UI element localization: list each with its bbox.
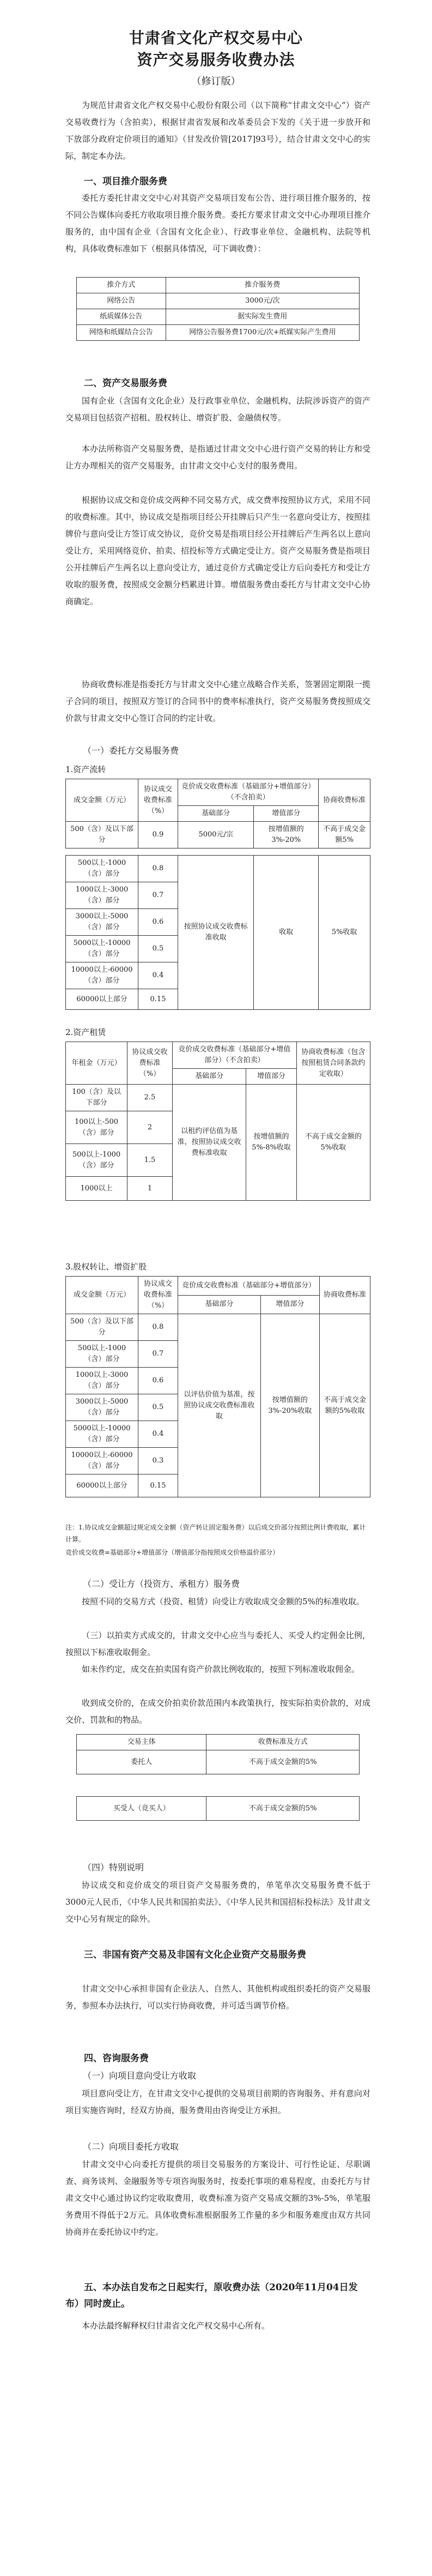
table-cell: 100（含）及以下部分 (66, 1085, 127, 1111)
table-cell: 不高于成交金额的5%收取 (296, 1085, 370, 1201)
table-header: 协议成交收费标准（%） (138, 779, 178, 822)
table-header: 收费标准及方式 (206, 1735, 360, 1750)
table-cell: 网络公告 (77, 293, 166, 309)
section3-heading: 三、非国有资产交易及非国有文化企业资产交易服务费 (84, 1949, 306, 1960)
table-cell: 纸质媒体公告 (77, 309, 166, 325)
table-cell: 1000以上-3000（含）部分 (66, 882, 138, 909)
table-header: 年租金（万元） (66, 1042, 127, 1085)
table-cell: 0.7 (138, 882, 178, 909)
table-cell: 按增值额的5%-8%收取 (246, 1085, 296, 1201)
table-cell: 5000以上-10000（含）部分 (66, 1421, 138, 1448)
section1-paragraph: 委托方委托甘肃文交中心对其资产交易项目发布公告、进行项目推介服务的，按不同公告媒体向委托方收取项目推介服务费。委托方要求甘肃文交中心办理项目推介服务的，由中国有企业（含国有文化企业）、行政事业单位、金融机构、法院等机构，具体收费标准如下（根据具体情况，可下调收费）： (65, 193, 370, 254)
table-header: 竞价成交收费标准（基础部分+增值部分）（不含拍卖） (173, 1042, 297, 1069)
table-cell: 0.5 (138, 1394, 178, 1421)
section2-item2: （二）受让方（投资方、承租方）服务费 (83, 1579, 240, 1589)
table-cell: 0.6 (138, 909, 178, 936)
table-header: 交易主体 (77, 1735, 206, 1750)
table3-caption: 3.股权转让、增资扩股 (65, 1262, 147, 1272)
table-cell: 0.15 (138, 989, 178, 1010)
table-header: 增值部分 (246, 1069, 296, 1085)
table-cell: 收取 (254, 856, 319, 1010)
table-header: 推介方式 (77, 278, 166, 293)
table-cell: 1 (127, 1177, 173, 1201)
table-header: 协商收费标准（包含按照租赁合同条款约定收取） (296, 1042, 370, 1085)
table-cell: 0.8 (138, 1314, 178, 1341)
section4-paragraph-1: 项目意向受让方，在甘肃文交中心提供的交易项目前期的咨询服务、并有意向对项目实施咨询时，经双方协商，服务费用由咨询受让方承担。 (65, 2089, 370, 2115)
table-header: 基础部分 (178, 1295, 261, 1314)
section2-paragraph-1: 国有企业（含国有文化企业）及行政事业单位、金融机构、法院涉诉资产的资产交易项目包括资产招租、股权转让、增资扩股、金融债权等。 (65, 396, 370, 423)
section4-item1: （一）向项目意向受让方收取 (83, 2071, 197, 2081)
edition-label: （修订版） (191, 76, 241, 87)
table-cell: 以租约评估值为基准，按照协议成交收费标准收取 (173, 1085, 246, 1201)
table-cell: 据实际发生费用 (166, 309, 359, 325)
table-cell: 3000元/次 (166, 293, 359, 309)
table-cell: 不高于成交金额的5% (206, 1797, 360, 1821)
table-cell: 500（含）及以下部分 (66, 822, 138, 848)
table-cell: 1.5 (127, 1144, 173, 1177)
section5-paragraph: 本办法最终解释权归甘肃省文化产权交易中心所有。 (82, 2321, 270, 2331)
section2-item3: （三）以拍卖方式成交的，甘肃文交中心应当与委托人、买受人约定佣金比例，按照以下标准收取佣金。 (65, 1630, 370, 1657)
table-header: 推介服务费 (166, 278, 359, 293)
section3-paragraph: 甘肃文交中心承担非国有企业法人、自然人、其他机构或组织委托的资产交易服务，参照本办法执行，可以实行协商收费，并可适当调节价格。 (65, 1984, 370, 2011)
table-cell: 按增值额的3%-20% (254, 822, 319, 848)
table-header: 协议成交收费标准（%） (138, 1277, 178, 1314)
table-header: 成交金额（万元） (66, 779, 138, 822)
table-cell: 0.4 (138, 962, 178, 989)
table-cell: 10000以上-60000（含）部分 (66, 962, 138, 989)
table-cell: 0.7 (138, 1341, 178, 1368)
section2-item3-paragraph-a: 如未作约定，成交在拍卖国有资产价款比例收取的，按照下列标准收取佣金。 (82, 1664, 360, 1674)
table-cell: 不高于成交金额的5%收取 (320, 1314, 370, 1497)
table-gap (77, 1774, 360, 1797)
table-cell: 0.6 (138, 1368, 178, 1394)
section2-item3-paragraph-b: 收到成交价的，在成交价拍卖价款范围内本政策执行，按实际拍卖价款的，对成交价、罚款和的物品。 (65, 1698, 370, 1725)
table-note-1: 注：1.协议成交金额超过规定成交金额（资产转让固定服务费）以后成交价部分按照比例计费收取，累计计算。 (65, 1524, 366, 1543)
table-cell: 60000以上部分 (66, 989, 138, 1010)
table-cell: 不高于成交金额5% (319, 822, 370, 848)
section2-heading: 二、资产交易服务费 (84, 378, 167, 389)
section1-heading: 一、项目推介服务费 (84, 176, 167, 187)
table-note-2: 竞价成交收费=基础部分+增值部分（增值部分指按照成交价格溢价部分） (65, 1549, 279, 1556)
table-cell: 10000以上-60000（含）部分 (66, 1448, 138, 1474)
table-header: 协商收费标准 (320, 1277, 370, 1314)
table-cell: 1000以上 (66, 1177, 127, 1201)
section4-item2: （二）向项目委托方收取 (83, 2141, 179, 2152)
asset-transfer-fee-table (65, 779, 370, 1010)
table-cell: 0.8 (138, 856, 178, 882)
table-cell: 网络和纸媒结合公告 (77, 325, 166, 341)
table-cell: 1000以上-3000（含）部分 (66, 1368, 138, 1394)
table-cell: 不高于成交金额的5% (206, 1750, 360, 1774)
section2-item2-paragraph: 按照不同的交易方式（投资、租赁）向受让方收取成交金额的5%的标准收取。 (82, 1597, 364, 1606)
asset-lease-fee-table (65, 1042, 370, 1201)
section2-item4: （四）特别说明 (83, 1862, 144, 1873)
table-cell: 5%收取 (319, 856, 370, 1010)
section4-paragraph-2: 甘肃文交中心向委托方提供的项目交易服务的方案设计、可行性论证、尽职调查、商务谈判、金融服务等专项咨询服务时，按委托事项的难易程度，由委托方与甘肃文交中心通过协议约定收取费用，收费标准为资产交易成交额的3%-5%，单笔服务费用不得低于2万元。具体收费标准根据服务工作量的多少和服务难度由双方共同协商并在委托协议中约定。 (65, 2159, 370, 2237)
table-cell: 60000以上部分 (66, 1474, 138, 1497)
table-cell: 0.15 (138, 1474, 178, 1497)
table1-caption: 1.资产流转 (65, 765, 106, 774)
table-cell: 0.3 (138, 1448, 178, 1474)
doc-title-line1: 甘肃省文化产权交易中心 (129, 29, 303, 47)
table-cell: 100以上-500（含）部分 (66, 1111, 127, 1144)
section2-paragraph-3: 根据协议成交和竞价成交两种不同交易方式，成交费率按照协议方式，采用不同的收费标准。其中，协议成交是指项目经公开挂牌后只产生一名意向受让方，按照挂牌价与意向受让方签订成交协议，竞价交易是指项目经公开挂牌后产生两名以上意向受让方，采用网络竞价、拍卖、招投标等方式确定受让方。资产交易服务费是指项目公开挂牌后产生两名以上意向受让方，通过竞价方式确定受让方后向委托方和受让方收取的服务费，按照成交金额分档累进计算。增值服务费由委托方与甘肃文交中心协商确定。 (65, 495, 370, 606)
table-cell: 500以上-1000（含）部分 (66, 1341, 138, 1368)
table-header: 竞价成交收费标准（基础部分+增值部分）（不含拍卖） (178, 779, 319, 806)
table-cell: 0.4 (138, 1421, 178, 1448)
table-header: 竞价成交收费标准（基础部分+增值部分） (178, 1277, 320, 1296)
table-cell: 5000以上-10000（含）部分 (66, 936, 138, 962)
section2-paragraph-4: 协商收费标准是指委托方与甘肃文交中心建立战略合作关系，签署固定期限一揽子合同的项目，按照双方签订的合同书中的费率标准执行，资产交易服务费按照成交价款与甘肃文交中心签订合同的约定计收。 (65, 679, 370, 723)
section2-item1: （一）委托方交易服务费 (83, 745, 179, 756)
promotion-fee-table (76, 277, 360, 341)
equity-transfer-fee-table (65, 1276, 370, 1497)
section4-heading: 四、咨询服务费 (84, 2053, 149, 2064)
table-header: 基础部分 (173, 1069, 246, 1085)
table-cell: 买受人（竞买人） (77, 1797, 206, 1821)
table-cell: 5000元/宗 (178, 822, 254, 848)
table-header: 基础部分 (178, 806, 254, 822)
table-cell: 0.9 (138, 822, 178, 848)
table-cell: 以评估价值为基准，按照协议成交收费标准收取 (178, 1314, 261, 1497)
table-header: 成交金额（万元） (66, 1277, 138, 1314)
table-cell: 2 (127, 1111, 173, 1144)
table-cell: 2.5 (127, 1085, 173, 1111)
table-cell: 500以上-1000（含）部分 (66, 856, 138, 882)
table-header: 协商收费标准 (319, 779, 370, 822)
table-cell: 3000以上-5000（含）部分 (66, 909, 138, 936)
table-cell: 网络公告服务费1700元/次+纸媒实际产生费用 (166, 325, 359, 341)
table-header: 增值部分 (254, 806, 319, 822)
table-cell: 按照协议成交收费标准收取 (178, 856, 254, 1010)
table-header: 协议成交收费标准（%） (127, 1042, 173, 1085)
doc-title-line2: 资产交易服务收费办法 (137, 51, 295, 69)
table-cell: 500以上-1000（含）部分 (66, 1144, 127, 1177)
intro-paragraph: 为规范甘肃省文化产权交易中心股份有限公司（以下简称“甘肃文交中心”）资产交易收费行为（含拍卖），根据甘肃省发展和改革委员会下发的《关于进一步放开和下放部分政府定价项目的通知》（甘发改价管[2017]93号），结合甘肃文交中心的实际，制定本办法。 (65, 100, 370, 161)
section2-item4-paragraph: 协议成交和竞价成交的项目资产交易服务费的，单笔单次交易服务费不低于3000元人民币，《中华人民共和国拍卖法》、《中华人民共和国招标投标法》及甘肃文交中心另有规定的除外。 (65, 1880, 370, 1924)
table-cell: 按增值额的3%-20%收取 (260, 1314, 319, 1497)
table-cell: 500（含）及以下部分 (66, 1314, 138, 1341)
table-header: 增值部分 (260, 1295, 319, 1314)
table-cell: 3000以上-5000（含）部分 (66, 1394, 138, 1421)
section5-heading: 五、本办法自发布之日起实行，原收费办法（2020年11月04日发布）同时废止。 (65, 2282, 358, 2309)
table-gap (66, 848, 370, 856)
auction-fee-table (76, 1734, 360, 1821)
table-cell: 委托人 (77, 1750, 206, 1774)
table-cell: 0.5 (138, 936, 178, 962)
table2-caption: 2.资产租赁 (65, 1027, 106, 1037)
section2-paragraph-2: 本办法所称资产交易服务费，是指通过甘肃文交中心进行资产交易的转让方和受让方办理相关的资产交易服务，由甘肃文交中心支付的服务费用。 (65, 444, 370, 471)
